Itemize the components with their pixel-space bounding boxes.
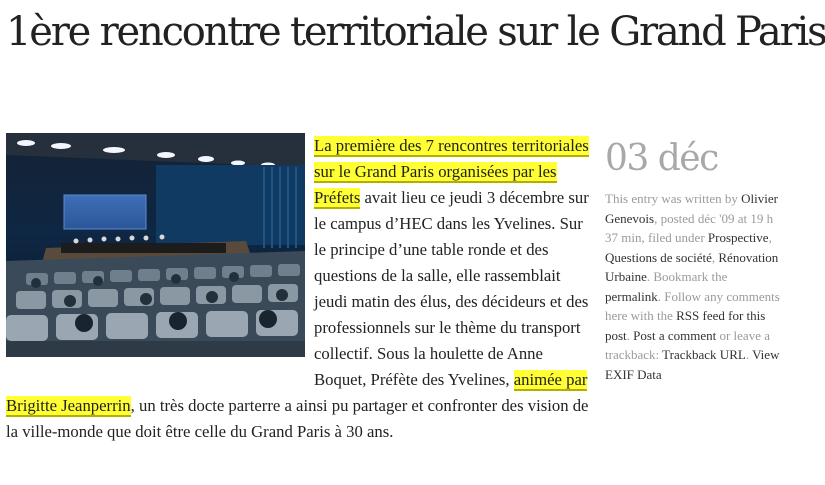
- category-link-renovation[interactable]: Rénovation Urbaine: [605, 249, 779, 284]
- post-sidebar: [605, 135, 780, 384]
- meta-text: This entry was written by: [605, 191, 738, 206]
- rss-link[interactable]: RSS feed for this post: [605, 308, 766, 343]
- meta-separator: .: [657, 288, 661, 304]
- meta-separator: ,: [711, 249, 719, 265]
- post-date: 03 déc: [605, 138, 718, 179]
- category-link-questions[interactable]: Questions de société: [605, 249, 712, 265]
- meta-text: or leave a trackback:: [605, 327, 770, 362]
- body-text: avait lieu ce jeudi 3 décembre sur le campus d’HEC dans les Yvelines. Sur le principe d’une table ronde et des questions de la salle, elle rassemblait jeudi matin des élus, des décideurs et des professionnels sur le thème du transport collectif. Sous la houlette de Anne Boquet, Préfète des Yvelines,: [314, 188, 589, 389]
- trackback-link[interactable]: Trackback URL: [662, 347, 746, 362]
- image-float-spacer: [6, 133, 314, 371]
- highlighted-text: animée par Brigitte Jeanperrin: [6, 370, 588, 415]
- meta-text: Bookmark the: [653, 269, 728, 284]
- category-link-prospective[interactable]: Prospective: [707, 230, 769, 245]
- meta-text: , posted: [654, 210, 695, 226]
- meta-text: Follow any comments here with the: [605, 288, 780, 323]
- meta-text: , filed under: [641, 230, 705, 245]
- post-timestamp: déc '09 at 19 h 37 min: [605, 210, 774, 245]
- highlighted-text: La première des 7 rencontres territoriales sur le Grand Paris organisées par les Préfets: [314, 136, 589, 207]
- post-comment-link[interactable]: Post a comment: [633, 327, 717, 343]
- permalink-link[interactable]: permalink: [605, 288, 658, 304]
- meta-separator: ,: [768, 230, 772, 245]
- post-meta: [605, 189, 780, 384]
- body-text: , un très docte parterre a ainsi pu partager et confronter des vision de la ville-monde que doit être celle du Grand Paris à 30 ans.: [6, 396, 589, 441]
- exif-link[interactable]: View EXIF Data: [605, 347, 780, 382]
- author-link[interactable]: Olivier Genevois: [605, 191, 778, 226]
- meta-separator: .: [745, 347, 750, 362]
- post-body: [6, 133, 598, 445]
- meta-separator: .: [626, 327, 630, 343]
- meta-separator: .: [646, 269, 651, 284]
- post-title: 1ère rencontre territoriale sur le Grand Paris: [6, 9, 825, 55]
